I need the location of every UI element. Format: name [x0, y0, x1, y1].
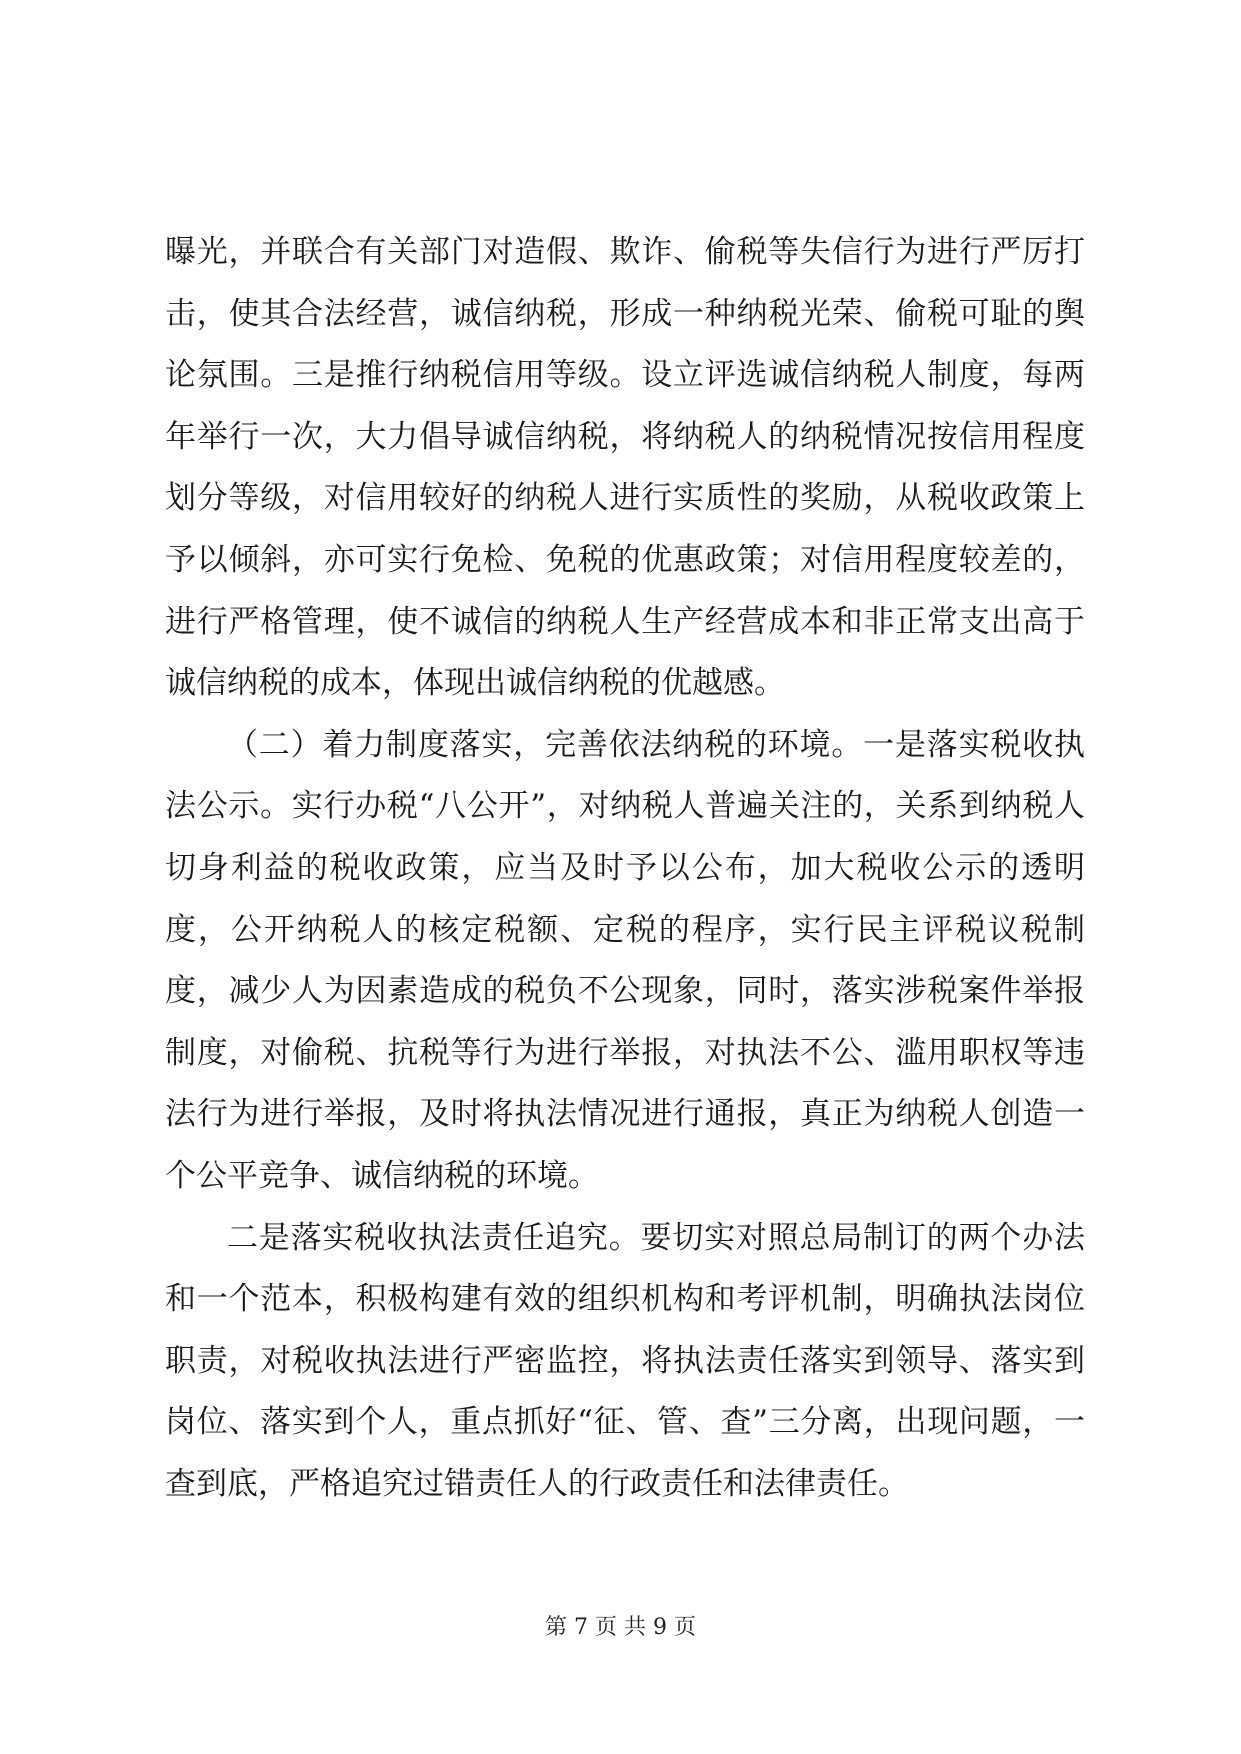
- paragraph-continuation: 曝光，并联合有关部门对造假、欺诈、偷税等失信行为进行严厉打击，使其合法经营，诚信纳税，形成一种纳税光荣、偷税可耻的舆论氛围。三是推行纳税信用等级。设立评选诚信纳税人制度，每两年举行一次，大力倡导诚信纳税，将纳税人的纳税情况按信用程度划分等级，对信用较好的纳税人进行实质性的奖励，从税收政策上予以倾斜，亦可实行免检、免税的优惠政策；对信用程度较差的，进行严格管理，使不诚信的纳税人生产经营成本和非正常支出高于诚信纳税的成本，体现出诚信纳税的优越感。: [165, 234, 1085, 702]
- document-body: [165, 222, 1085, 1515]
- paragraph-responsibility: 二是落实税收执法责任追究。要切实对照总局制订的两个办法和一个范本，积极构建有效的组织机构和考评机制，明确执法岗位职责，对税收执法进行严密监控，将执法责任落实到领导、落实到岗位、落实到个人，重点抓好“征、管、查”三分离，出现问题，一查到底，严格追究过错责任人的行政责任和法律责任。: [165, 1219, 1085, 1502]
- page-number-footer: 第 7 页 共 9 页: [545, 1615, 696, 1640]
- paragraph-section-two: （二）着力制度落实，完善依法纳税的环境。一是落实税收执法公示。实行办税“八公开”，对纳税人普遍关注的，关系到纳税人切身利益的税收政策，应当及时予以公布，加大税收公示的透明度，公开纳税人的核定税额、定税的程序，实行民主评税议税制度，减少人为因素造成的税负不公现象，同时，落实涉税案件举报制度，对偷税、抗税等行为进行举报，对执法不公、滥用职权等违法行为进行举报，及时将执法情况进行通报，真正为纳税人创造一个公平竞争、诚信纳税的环境。: [165, 726, 1085, 1194]
